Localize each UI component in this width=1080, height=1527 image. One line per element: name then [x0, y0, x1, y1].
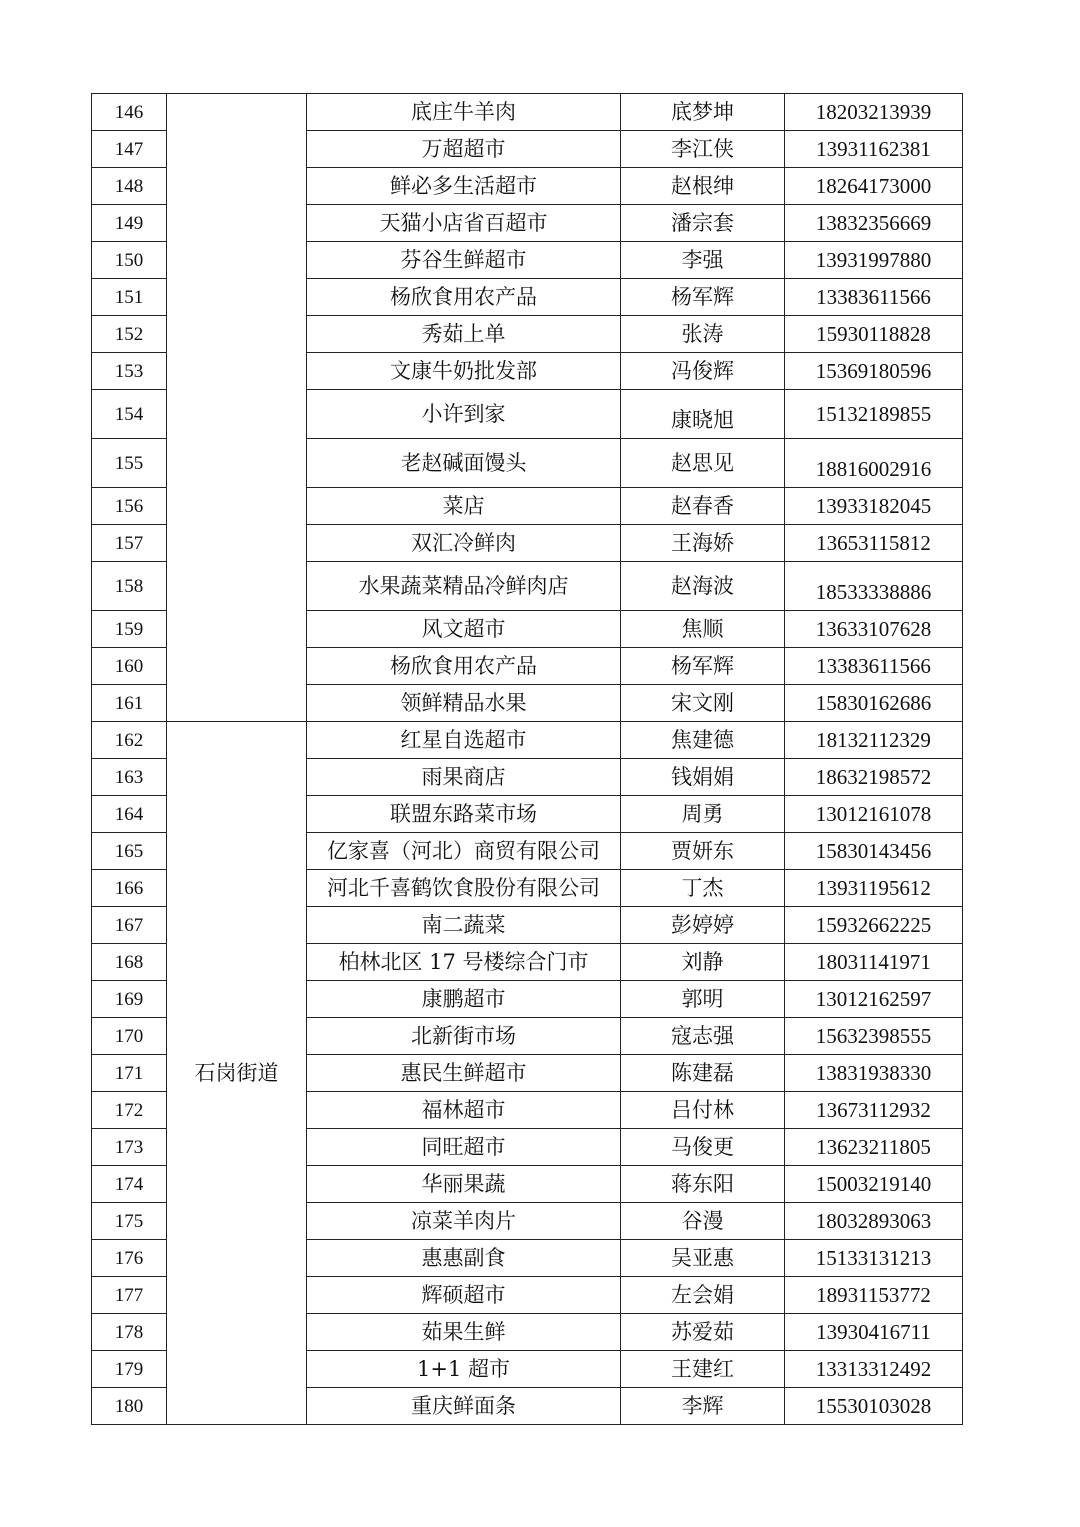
merchant-name: 天猫小店省百超市 — [307, 205, 621, 242]
row-number: 150 — [92, 242, 167, 279]
phone-number: 18032893063 — [785, 1203, 963, 1240]
row-number: 157 — [92, 525, 167, 562]
contact-name: 冯俊辉 — [621, 353, 785, 390]
merchant-name: 芬谷生鲜超市 — [307, 242, 621, 279]
phone-number: 15369180596 — [785, 353, 963, 390]
phone-number: 13931195612 — [785, 870, 963, 907]
merchant-name: 康鹏超市 — [307, 981, 621, 1018]
merchant-name: 华丽果蔬 — [307, 1166, 621, 1203]
contact-name: 赵春香 — [621, 488, 785, 525]
contact-name: 底梦坤 — [621, 94, 785, 131]
row-number: 151 — [92, 279, 167, 316]
phone-number: 15930118828 — [785, 316, 963, 353]
contact-name: 周勇 — [621, 796, 785, 833]
row-number: 175 — [92, 1203, 167, 1240]
contact-name: 李强 — [621, 242, 785, 279]
merchant-name: 福林超市 — [307, 1092, 621, 1129]
merchant-name: 雨果商店 — [307, 759, 621, 796]
row-number: 174 — [92, 1166, 167, 1203]
phone-number: 15932662225 — [785, 907, 963, 944]
row-number: 165 — [92, 833, 167, 870]
phone-number: 18264173000 — [785, 168, 963, 205]
merchant-name: 1+1 超市 — [307, 1351, 621, 1388]
contact-name: 刘静 — [621, 944, 785, 981]
row-number: 173 — [92, 1129, 167, 1166]
merchant-name: 杨欣食用农产品 — [307, 648, 621, 685]
phone-number: 13831938330 — [785, 1055, 963, 1092]
contact-name: 马俊更 — [621, 1129, 785, 1166]
contact-name: 焦顺 — [621, 611, 785, 648]
merchant-name: 秀茹上单 — [307, 316, 621, 353]
merchant-name: 风文超市 — [307, 611, 621, 648]
contact-name: 潘宗套 — [621, 205, 785, 242]
phone-number: 18931153772 — [785, 1277, 963, 1314]
row-number: 153 — [92, 353, 167, 390]
row-number: 163 — [92, 759, 167, 796]
phone-number: 13633107628 — [785, 611, 963, 648]
row-number: 160 — [92, 648, 167, 685]
contact-name: 康晓旭 — [621, 390, 785, 439]
merchant-name: 双汇冷鲜肉 — [307, 525, 621, 562]
row-number: 179 — [92, 1351, 167, 1388]
contact-name: 彭婷婷 — [621, 907, 785, 944]
phone-number: 13653115812 — [785, 525, 963, 562]
row-number: 154 — [92, 390, 167, 439]
merchant-name: 水果蔬菜精品冷鲜肉店 — [307, 562, 621, 611]
contact-name: 陈建磊 — [621, 1055, 785, 1092]
phone-number: 15530103028 — [785, 1388, 963, 1425]
merchant-name: 北新街市场 — [307, 1018, 621, 1055]
merchant-table — [91, 93, 963, 1425]
merchant-name: 底庄牛羊肉 — [307, 94, 621, 131]
phone-number: 13933182045 — [785, 488, 963, 525]
merchant-name: 惠惠副食 — [307, 1240, 621, 1277]
contact-name: 吕付林 — [621, 1092, 785, 1129]
merchant-name: 茹果生鲜 — [307, 1314, 621, 1351]
row-number: 148 — [92, 168, 167, 205]
phone-number: 18203213939 — [785, 94, 963, 131]
phone-number: 18132112329 — [785, 722, 963, 759]
merchant-name: 文康牛奶批发部 — [307, 353, 621, 390]
merchant-name: 杨欣食用农产品 — [307, 279, 621, 316]
phone-number: 15830143456 — [785, 833, 963, 870]
contact-name: 王海娇 — [621, 525, 785, 562]
contact-name: 李江侠 — [621, 131, 785, 168]
row-number: 168 — [92, 944, 167, 981]
merchant-name: 领鲜精品水果 — [307, 685, 621, 722]
phone-number: 13673112932 — [785, 1092, 963, 1129]
area-cell: 石岗街道 — [167, 722, 307, 1425]
merchant-name: 小许到家 — [307, 390, 621, 439]
merchant-name: 亿家喜（河北）商贸有限公司 — [307, 833, 621, 870]
phone-number: 13930416711 — [785, 1314, 963, 1351]
contact-name: 钱娟娟 — [621, 759, 785, 796]
phone-number: 13623211805 — [785, 1129, 963, 1166]
contact-name: 杨军辉 — [621, 648, 785, 685]
phone-number: 15132189855 — [785, 390, 963, 439]
contact-name: 赵根绅 — [621, 168, 785, 205]
contact-name: 谷漫 — [621, 1203, 785, 1240]
merchant-name: 鲜必多生活超市 — [307, 168, 621, 205]
row-number: 167 — [92, 907, 167, 944]
phone-number: 18816002916 — [785, 439, 963, 488]
phone-number: 13931997880 — [785, 242, 963, 279]
phone-number: 13012161078 — [785, 796, 963, 833]
row-number: 164 — [92, 796, 167, 833]
contact-name: 贾妍东 — [621, 833, 785, 870]
merchant-name: 同旺超市 — [307, 1129, 621, 1166]
merchant-name: 南二蔬菜 — [307, 907, 621, 944]
merchant-name: 重庆鲜面条 — [307, 1388, 621, 1425]
merchant-name: 红星自选超市 — [307, 722, 621, 759]
row-number: 180 — [92, 1388, 167, 1425]
contact-name: 杨军辉 — [621, 279, 785, 316]
row-number: 147 — [92, 131, 167, 168]
contact-name: 吴亚惠 — [621, 1240, 785, 1277]
contact-name: 左会娟 — [621, 1277, 785, 1314]
row-number: 171 — [92, 1055, 167, 1092]
contact-name: 焦建德 — [621, 722, 785, 759]
contact-name: 苏爱茹 — [621, 1314, 785, 1351]
row-number: 169 — [92, 981, 167, 1018]
contact-name: 丁杰 — [621, 870, 785, 907]
merchant-name: 联盟东路菜市场 — [307, 796, 621, 833]
merchant-name: 辉硕超市 — [307, 1277, 621, 1314]
row-number: 178 — [92, 1314, 167, 1351]
row-number: 161 — [92, 685, 167, 722]
row-number: 166 — [92, 870, 167, 907]
phone-number: 15003219140 — [785, 1166, 963, 1203]
phone-number: 15133131213 — [785, 1240, 963, 1277]
phone-number: 15632398555 — [785, 1018, 963, 1055]
row-number: 159 — [92, 611, 167, 648]
row-number: 152 — [92, 316, 167, 353]
merchant-name: 惠民生鲜超市 — [307, 1055, 621, 1092]
merchant-name: 万超超市 — [307, 131, 621, 168]
table-body — [92, 94, 963, 1425]
contact-name: 寇志强 — [621, 1018, 785, 1055]
phone-number: 18031141971 — [785, 944, 963, 981]
contact-name: 郭明 — [621, 981, 785, 1018]
row-number: 170 — [92, 1018, 167, 1055]
phone-number: 13931162381 — [785, 131, 963, 168]
row-number: 172 — [92, 1092, 167, 1129]
contact-name: 张涛 — [621, 316, 785, 353]
row-number: 156 — [92, 488, 167, 525]
merchant-name: 菜店 — [307, 488, 621, 525]
phone-number: 13012162597 — [785, 981, 963, 1018]
row-number: 177 — [92, 1277, 167, 1314]
row-number: 162 — [92, 722, 167, 759]
merchant-name: 河北千喜鹤饮食股份有限公司 — [307, 870, 621, 907]
area-cell — [167, 94, 307, 722]
phone-number: 13313312492 — [785, 1351, 963, 1388]
phone-number: 13383611566 — [785, 279, 963, 316]
row-number: 176 — [92, 1240, 167, 1277]
contact-name: 李辉 — [621, 1388, 785, 1425]
row-number: 155 — [92, 439, 167, 488]
phone-number: 15830162686 — [785, 685, 963, 722]
phone-number: 18533338886 — [785, 562, 963, 611]
row-number: 146 — [92, 94, 167, 131]
row-number: 158 — [92, 562, 167, 611]
phone-number: 13832356669 — [785, 205, 963, 242]
row-number: 149 — [92, 205, 167, 242]
contact-name: 蒋东阳 — [621, 1166, 785, 1203]
contact-name: 赵思见 — [621, 439, 785, 488]
contact-name: 赵海波 — [621, 562, 785, 611]
contact-name: 王建红 — [621, 1351, 785, 1388]
merchant-name: 老赵碱面馒头 — [307, 439, 621, 488]
table-row — [92, 94, 963, 131]
merchant-name: 凉菜羊肉片 — [307, 1203, 621, 1240]
table-row — [92, 722, 963, 759]
phone-number: 18632198572 — [785, 759, 963, 796]
merchant-name: 柏林北区 17 号楼综合门市 — [307, 944, 621, 981]
phone-number: 13383611566 — [785, 648, 963, 685]
contact-name: 宋文刚 — [621, 685, 785, 722]
